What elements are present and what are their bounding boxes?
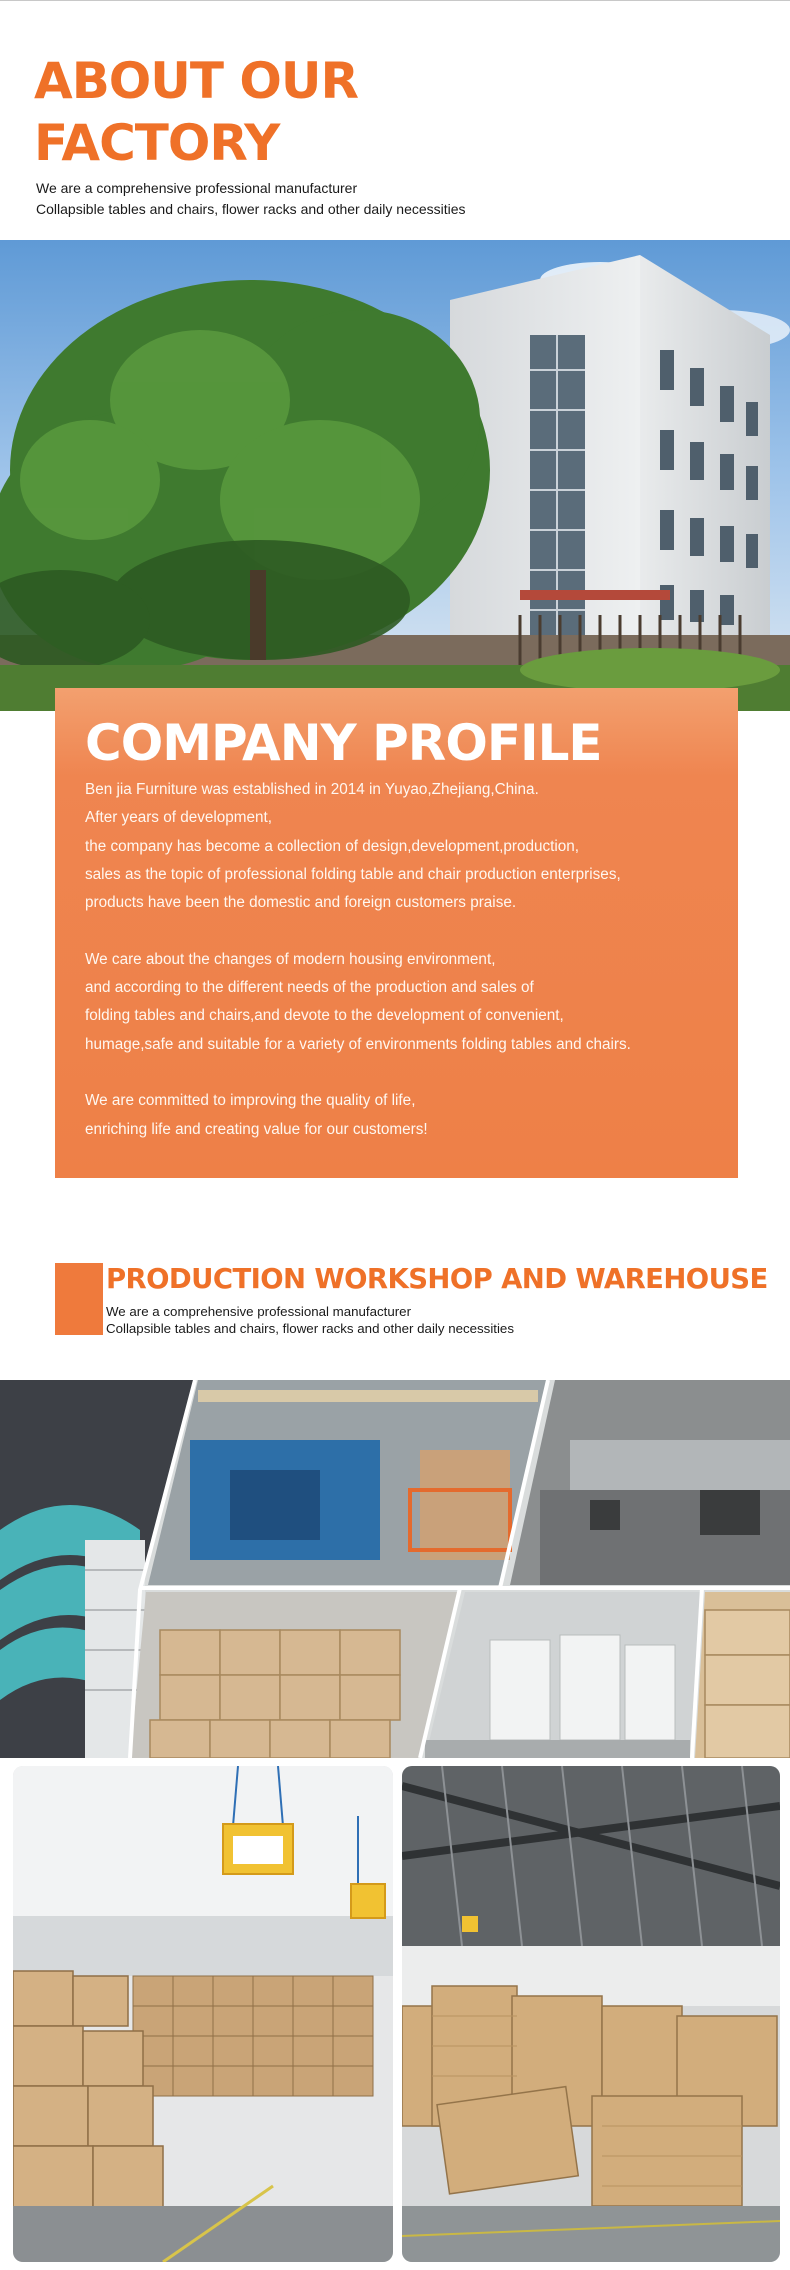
about-title (34, 50, 454, 174)
profile-text-line: products have been the domestic and foreign customers praise. (85, 894, 517, 912)
company-profile-panel (55, 688, 738, 1178)
profile-text-line: humage,safe and suitable for a variety of environments folding tables and chairs. (85, 1035, 631, 1053)
about-title-line1: ABOUT OUR (34, 52, 359, 110)
profile-text-line: We care about the changes of modern housing environment, (85, 950, 496, 968)
workshop-accent-block (55, 1263, 103, 1335)
warehouse-photo-left (13, 1766, 393, 2262)
workshop-subtitle (106, 1303, 514, 1337)
profile-text-line: After years of development, (85, 809, 273, 827)
profile-text-line: the company has become a collection of design,development,production, (85, 837, 580, 855)
workshop-title: PRODUCTION WORKSHOP AND WAREHOUSE (106, 1263, 768, 1295)
about-subtitle (36, 178, 466, 220)
profile-text-line: sales as the topic of professional folding table and chair production enterprises, (85, 865, 621, 883)
about-subtitle-line1: We are a comprehensive professional manufacturer (36, 180, 358, 196)
warehouse-photo-right (402, 1766, 780, 2262)
profile-text-line: and according to the different needs of the production and sales of (85, 979, 534, 997)
about-subtitle-line2: Collapsible tables and chairs, flower racks and other daily necessities (36, 201, 466, 217)
company-profile-title: COMPANY PROFILE (85, 714, 602, 772)
workshop-subtitle-line1: We are a comprehensive professional manufacturer (106, 1304, 411, 1319)
profile-text-line: We are committed to improving the quality of life, (85, 1092, 416, 1110)
workshop-photo-collage (0, 1380, 790, 1758)
profile-text-line: enriching life and creating value for our customers! (85, 1120, 428, 1138)
workshop-subtitle-line2: Collapsible tables and chairs, flower racks and other daily necessities (106, 1321, 514, 1336)
company-profile-body (85, 776, 708, 1144)
factory-building-photo (0, 240, 790, 711)
profile-text-line: Ben jia Furniture was established in 2014 in Yuyao,Zhejiang,China. (85, 781, 539, 798)
about-title-line2: FACTORY (34, 114, 280, 172)
profile-text-line: folding tables and chairs,and devote to the development of convenient, (85, 1007, 564, 1025)
top-divider (0, 0, 790, 1)
